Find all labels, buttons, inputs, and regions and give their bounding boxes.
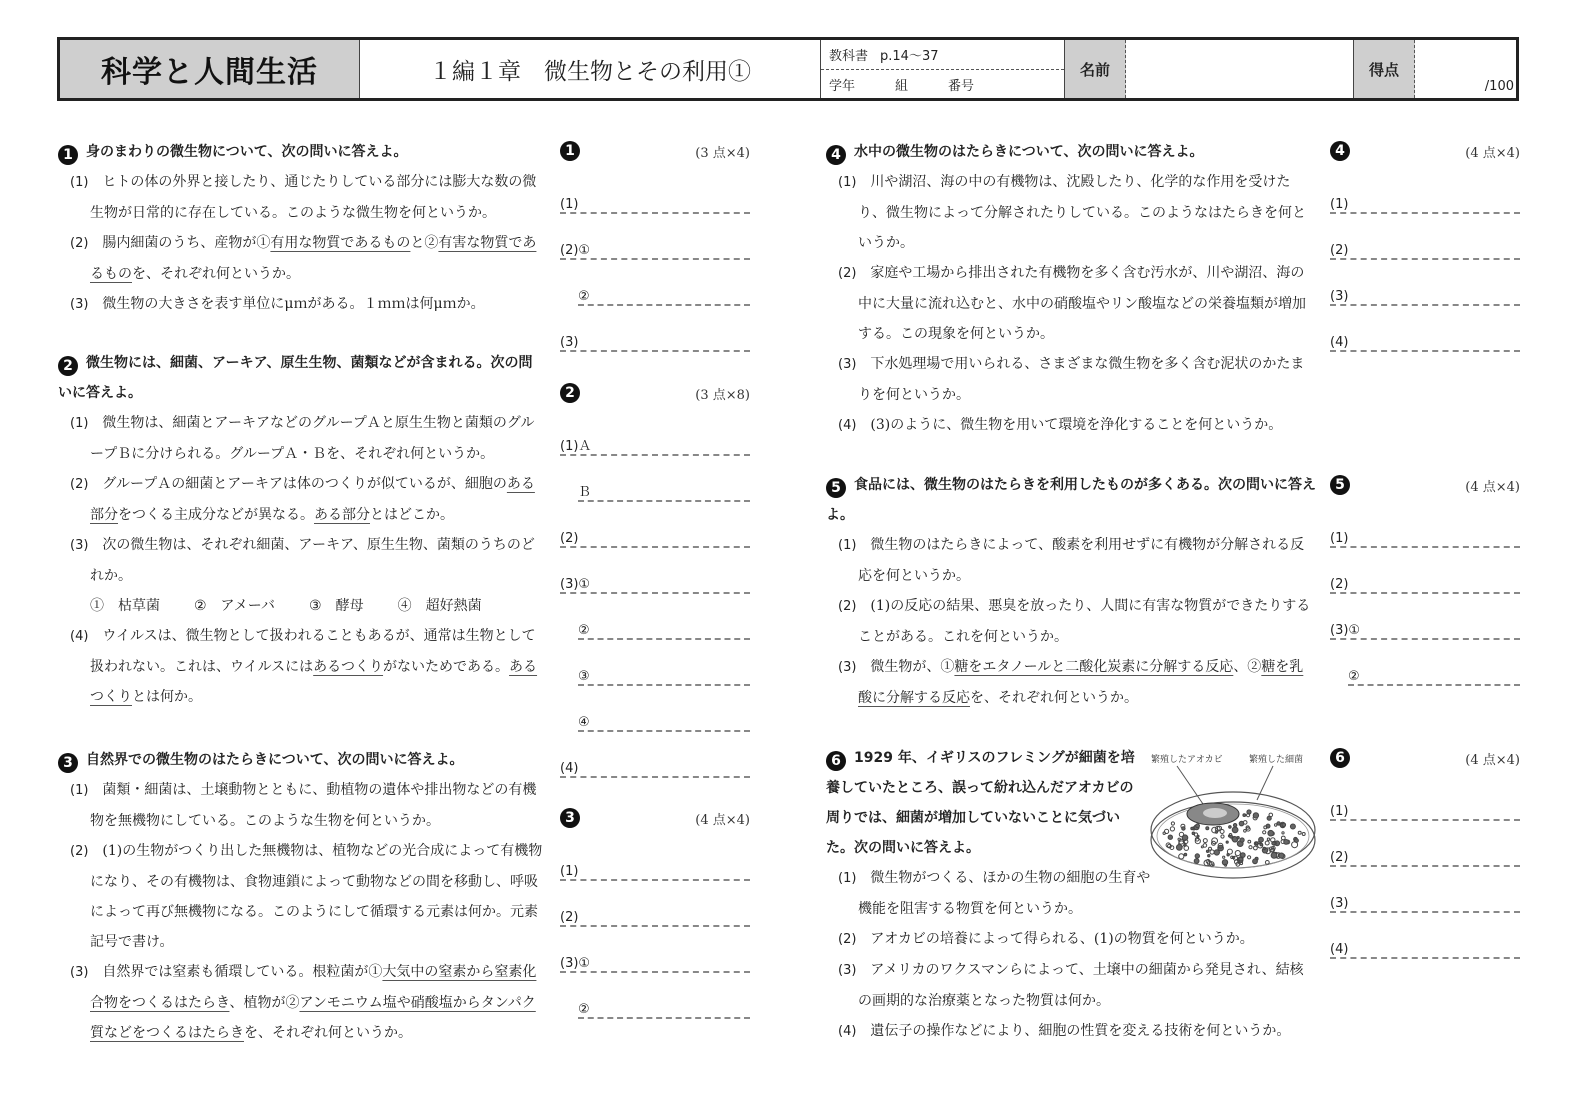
question-item: (1) 微生物は、細菌とアーキアなどのグループＡと原生生物と菌類のグループＢに分けられる。グループＡ・Ｂを、それぞれ何というか。 — [70, 415, 535, 462]
answer-line[interactable]: (2) — [1330, 552, 1520, 598]
number-1-icon: 1 — [58, 145, 78, 165]
points: (4 点×4) — [1465, 145, 1520, 161]
name-label: 名前 — [1065, 40, 1126, 98]
answer-line[interactable]: (1) — [560, 839, 750, 885]
answer-line[interactable]: (3)① — [560, 931, 750, 977]
question-item: (1) 微生物のはたらきによって、酸素を利用せずに有機物が分解される反応を何というか。 — [838, 537, 1305, 584]
number-4-icon: 4 — [826, 145, 846, 165]
answer-line[interactable]: (4) — [560, 736, 750, 782]
answer-line[interactable]: (3) — [560, 310, 750, 356]
question-item: (3) 次の微生物は、それぞれ細菌、アーキア、原生生物、菌類のうちのどれか。 — [70, 537, 535, 584]
number-6-icon: 6 — [826, 751, 846, 771]
subject-title: 科学と人間生活 — [60, 40, 360, 98]
points: (3 点×4) — [695, 145, 750, 161]
worksheet-header — [57, 37, 1519, 101]
class-label: 組 — [895, 78, 909, 94]
answer-line[interactable]: (2) — [560, 506, 750, 552]
textbook-pages: p.14〜37 — [880, 49, 939, 64]
question-heading: 身のまわりの微生物について、次の問いに答えよ。 — [86, 144, 408, 160]
question-item: (4) 遺伝子の操作などにより、細胞の性質を変える技術を何というか。 — [838, 1023, 1291, 1039]
score-field[interactable] — [1415, 40, 1516, 98]
question-item: (3) アメリカのワクスマンらによって、土壌中の細菌から発見され、結核の画期的な治療薬となった物質は何か。 — [838, 962, 1304, 1009]
question-item: (2) (1)の生物がつくり出した無機物は、植物などの光合成によって有機物になり、その有機物は、食物連鎖によって動物などの間を移動し、呼吸によって再び無機物になる。このようにして循環する元素は何か。元素記号で書け。 — [70, 843, 543, 950]
number-3-icon: 3 — [58, 753, 78, 773]
question-heading: 微生物には、細菌、アーキア、原生生物、菌類などが含まれる。次の問いに答えよ。 — [58, 355, 533, 401]
underlined-term: 有用な物質であるもの — [270, 235, 411, 251]
answer-block-1 — [560, 138, 750, 356]
question-item: (2) 家庭や工場から排出された有機物を多く含む汚水が、川や湖沼、海の中に大量に流れ込むと、水中の硝酸塩やリン酸塩などの栄養塩類が増加する。この現象を何というか。 — [838, 265, 1306, 342]
number-2-icon: 2 — [560, 383, 580, 403]
answer-line[interactable]: (3)① — [560, 552, 750, 598]
question-item: (2) グループＡの細菌とアーキアは体のつくりが似ているが、細胞のある部分をつくる主成分などが異なる。ある部分とはどこか。 — [70, 476, 535, 523]
question-1 — [58, 137, 546, 320]
number-1-icon: 1 — [560, 141, 580, 161]
answer-line[interactable]: ② — [560, 598, 750, 644]
underlined-term: あるつくり — [313, 659, 384, 675]
answer-line[interactable]: ④ — [560, 690, 750, 736]
question-heading: 食品には、微生物のはたらきを利用したものが多くある。次の問いに答えよ。 — [826, 477, 1316, 523]
answer-line[interactable]: Ｂ — [560, 460, 750, 506]
number-3-icon: 3 — [560, 808, 580, 828]
answer-line[interactable]: (2) — [1330, 218, 1520, 264]
question-item: (1) 川や湖沼、海の中の有機物は、沈殿したり、化学的な作用を受けたり、微生物によって分解されたりしている。このようなはたらきを何というか。 — [838, 174, 1306, 251]
question-item: (2) アオカビの培養によって得られる、(1)の物質を何というか。 — [838, 931, 1254, 947]
answer-line[interactable]: (1) — [1330, 779, 1520, 825]
answer-line[interactable]: (4) — [1330, 310, 1520, 356]
answer-line[interactable]: ② — [560, 977, 750, 1023]
question-2 — [58, 348, 546, 712]
number-6-icon: 6 — [1330, 748, 1350, 768]
question-item: (2) 腸内細菌のうち、産物が①有用な物質であるものと②有害な物質であるものを、それぞれ何というか。 — [70, 235, 537, 282]
question-item: (4) (3)のように、微生物を用いて環境を浄化することを何というか。 — [838, 417, 1283, 433]
answer-line[interactable]: (3) — [1330, 871, 1520, 917]
petri-dish-figure — [1145, 752, 1320, 887]
number-5-icon: 5 — [826, 478, 846, 498]
underlined-term: ある部分 — [90, 476, 535, 523]
points: (3 点×8) — [695, 387, 750, 403]
answer-line[interactable]: (1) — [560, 172, 750, 218]
question-item: (3) 微生物の大きさを表す単位にμｍがある。１ｍｍは何μｍか。 — [70, 296, 485, 312]
question-item: (2) (1)の反応の結果、悪臭を放ったり、人間に有害な物質ができたりすることがある。これを何というか。 — [838, 598, 1311, 645]
answer-line[interactable]: (2) — [1330, 825, 1520, 871]
score-total: /100 — [1484, 79, 1514, 94]
underlined-term: 糖を乳酸に分解する反応 — [858, 659, 1304, 706]
answer-line[interactable]: (2) — [560, 885, 750, 931]
grade-label: 学年 — [829, 78, 856, 94]
question-item: (1) 微生物がつくる、ほかの生物の細胞の生育や機能を阻害する物質を何というか。 — [838, 870, 1151, 917]
question-item: (3) 下水処理場で用いられる、さまざまな微生物を多く含む泥状のかたまりを何というか。 — [838, 356, 1305, 403]
question-item: (4) ウイルスは、微生物として扱われることもあるが、通常は生物として扱われない。これは、ウイルスにはあるつくりがないためである。あるつくりとは何か。 — [70, 628, 538, 705]
answer-line[interactable]: (4) — [1330, 917, 1520, 963]
score-label: 得点 — [1354, 40, 1415, 98]
name-field[interactable] — [1126, 40, 1354, 98]
number-2-icon: 2 — [58, 356, 78, 376]
answer-line[interactable]: (2)① — [560, 218, 750, 264]
underlined-term: アンモニウム塩や硝酸塩からタンパク質などをつくるはたらき — [90, 995, 536, 1041]
chapter-title: １編１章 微生物とその利用① — [360, 40, 821, 98]
number-4-icon: 4 — [1330, 141, 1350, 161]
question-item: (1) 菌類・細菌は、土壌動物とともに、動植物の遺体や排出物などの有機物を無機物にしている。このような生物を何というか。 — [70, 782, 537, 829]
question-4 — [826, 137, 1316, 441]
underlined-term: 大気中の窒素から窒素化合物をつくるはたらき — [90, 964, 537, 1011]
question-3 — [58, 745, 546, 1048]
underlined-term: 糖をエタノールと二酸化炭素に分解する反応 — [954, 659, 1234, 675]
answer-line[interactable]: (3)① — [1330, 598, 1520, 644]
answer-block-4 — [1330, 138, 1520, 356]
question-heading: 自然界での微生物のはたらきについて、次の問いに答えよ。 — [86, 752, 464, 768]
answer-line[interactable]: (3) — [1330, 264, 1520, 310]
answer-line[interactable]: (1)Ａ — [560, 414, 750, 460]
choice-item: ② アメーバ — [194, 598, 276, 614]
question-item: (3) 自然界では窒素も循環している。根粒菌が①大気中の窒素から窒素化合物をつくるはたらき、植物が②アンモニウム塩や硝酸塩からタンパク質などをつくるはたらきを、それぞれ何というか。 — [70, 964, 537, 1041]
question-heading: 水中の微生物のはたらきについて、次の問いに答えよ。 — [854, 144, 1204, 160]
points: (4 点×4) — [1465, 752, 1520, 768]
petri-dish-icon — [1145, 752, 1320, 887]
answer-line[interactable]: ② — [1330, 644, 1520, 690]
answer-line[interactable]: (1) — [1330, 506, 1520, 552]
answer-block-5 — [1330, 472, 1520, 690]
underlined-term: あるつくり — [90, 659, 538, 705]
choice-list — [58, 591, 546, 621]
answer-line[interactable]: ③ — [560, 644, 750, 690]
question-item: (1) ヒトの体の外界と接したり、通じたりしている部分には膨大な数の微生物が日常的に存在している。このような微生物を何というか。 — [70, 174, 537, 221]
choice-item: ① 枯草菌 — [90, 598, 160, 614]
question-item: (3) 微生物が、①糖をエタノールと二酸化炭素に分解する反応、②糖を乳酸に分解する反応を、それぞれ何というか。 — [838, 659, 1304, 706]
textbook-label: 教科書 — [829, 49, 869, 64]
question-heading: 1929 年、イギリスのフレミングが細菌を培養していたところ、誤って紛れ込んだアオカビの周りでは、細菌が増加していないことに気づいた。次の問いに答えよ。 — [826, 750, 1135, 856]
figure-caption-bacteria: 繁殖した細菌 — [1249, 755, 1304, 765]
choice-item: ④ 超好熱菌 — [397, 598, 482, 614]
answer-line[interactable]: ② — [560, 264, 750, 310]
number-5-icon: 5 — [1330, 475, 1350, 495]
figure-caption-mold: 繁殖したアオカビ — [1151, 755, 1223, 765]
answer-line[interactable]: (1) — [1330, 172, 1520, 218]
choice-item: ③ 酵母 — [309, 598, 364, 614]
question-5 — [826, 470, 1316, 713]
answer-block-3 — [560, 805, 750, 1023]
points: (4 点×4) — [1465, 479, 1520, 495]
points: (4 点×4) — [695, 812, 750, 828]
meta-box — [821, 40, 1065, 98]
number-label: 番号 — [948, 78, 975, 94]
answer-block-2 — [560, 380, 750, 782]
answer-block-6 — [1330, 745, 1520, 963]
underlined-term: 有害な物質であるもの — [90, 235, 537, 282]
underlined-term: ある部分 — [314, 507, 370, 523]
